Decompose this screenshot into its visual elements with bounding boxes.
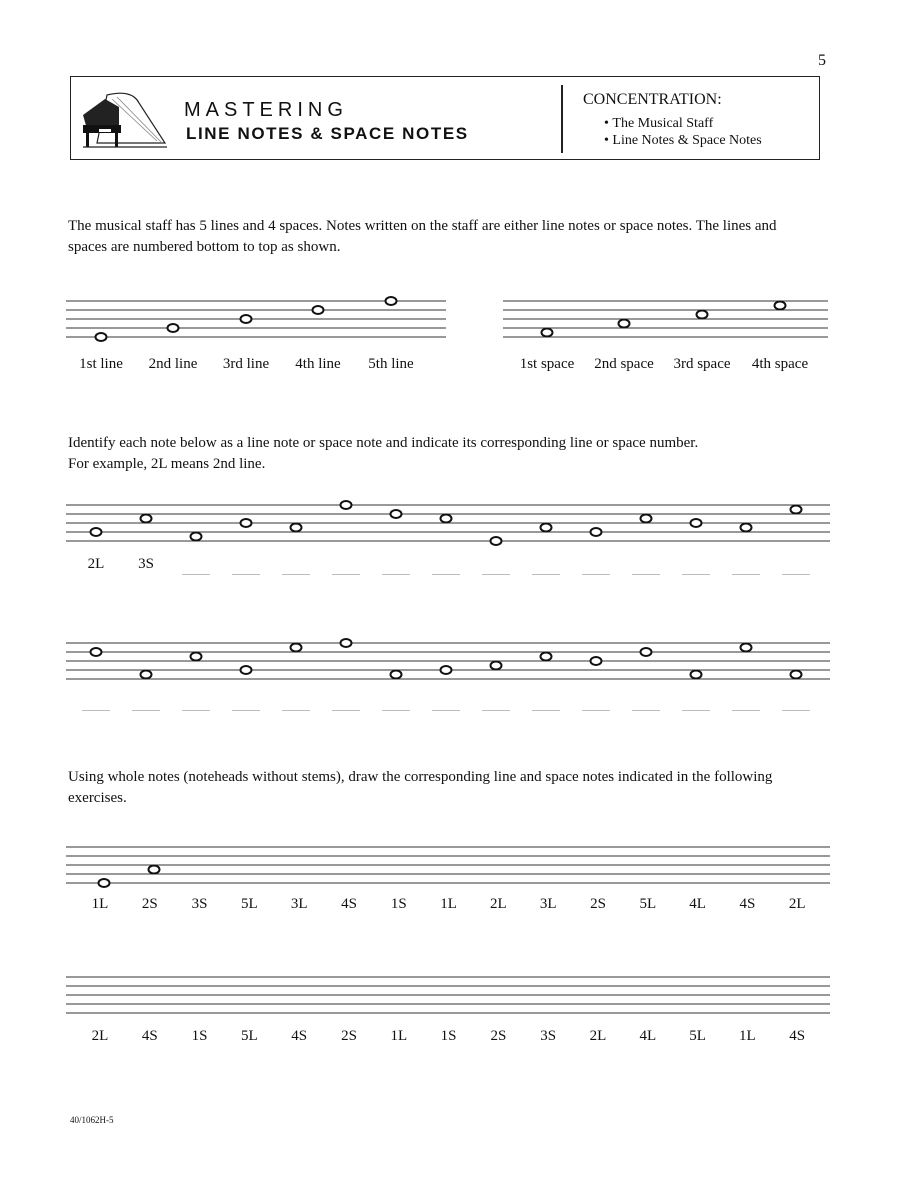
page-number: 5 bbox=[818, 52, 826, 69]
answer-blank[interactable] bbox=[382, 574, 410, 575]
lesson-header bbox=[70, 76, 820, 160]
whole-note bbox=[99, 879, 110, 887]
line-label: 1st line bbox=[79, 356, 123, 372]
whole-note bbox=[491, 662, 502, 670]
note-prompt-label: 1L bbox=[440, 896, 457, 912]
space-label: 1st space bbox=[519, 356, 575, 372]
answer-blank[interactable] bbox=[582, 710, 610, 711]
whole-note bbox=[241, 315, 252, 323]
whole-note bbox=[441, 666, 452, 674]
answer-blank[interactable] bbox=[282, 710, 310, 711]
note-prompt-label: 5L bbox=[689, 1028, 706, 1044]
space-label: 4th space bbox=[751, 356, 809, 372]
note-prompt-label: 2L bbox=[589, 1028, 607, 1044]
note-prompt-label: 4S bbox=[291, 1028, 308, 1044]
answer-blank[interactable] bbox=[782, 574, 810, 575]
note-prompt-label: 4S bbox=[739, 896, 756, 912]
note-prompt-label: 2L bbox=[788, 896, 806, 912]
answer-blank[interactable] bbox=[482, 574, 510, 575]
note-prompt-label: 4S bbox=[341, 896, 357, 912]
concentration-label: CONCENTRATION: bbox=[583, 91, 722, 108]
answer-blank[interactable] bbox=[732, 710, 760, 711]
grand-piano-icon bbox=[77, 85, 172, 153]
note-prompt-label: 1L bbox=[390, 1028, 408, 1044]
note-prompt-label: 3S bbox=[191, 896, 208, 912]
note-prompt-label: 4S bbox=[141, 1028, 158, 1044]
note-prompt-label: 2L bbox=[490, 896, 507, 912]
whole-note bbox=[191, 653, 202, 661]
line-label: 5th line bbox=[368, 356, 414, 372]
whole-note bbox=[691, 519, 702, 527]
note-prompt-label: 1L bbox=[739, 1028, 756, 1044]
answer-blank[interactable] bbox=[232, 710, 260, 711]
whole-note bbox=[291, 644, 302, 652]
space-notes-staff bbox=[503, 296, 828, 346]
note-prompt-label: 4L bbox=[689, 896, 706, 912]
answer-blank[interactable] bbox=[482, 710, 510, 711]
answer-blank[interactable] bbox=[732, 574, 760, 575]
whole-note bbox=[91, 648, 102, 656]
whole-note bbox=[741, 524, 752, 532]
space-label: 2nd space bbox=[594, 356, 654, 372]
note-prompt-label: 4S bbox=[789, 1028, 806, 1044]
whole-note bbox=[386, 297, 397, 305]
answer-blank[interactable] bbox=[332, 710, 360, 711]
whole-note bbox=[641, 515, 652, 523]
whole-note bbox=[619, 320, 630, 328]
note-prompt-label: 5L bbox=[241, 1028, 258, 1044]
whole-note bbox=[697, 311, 708, 319]
note-prompt-label: 3L bbox=[290, 896, 308, 912]
whole-note bbox=[775, 302, 786, 310]
line-label: 2nd line bbox=[148, 356, 198, 372]
answer-2L: 2L bbox=[87, 556, 105, 572]
answer-blank[interactable] bbox=[332, 574, 360, 575]
whole-note bbox=[391, 510, 402, 518]
note-prompt-label: 1S bbox=[390, 896, 407, 912]
whole-note bbox=[91, 528, 102, 536]
note-prompt-label: 5L bbox=[639, 896, 657, 912]
answer-blank[interactable] bbox=[582, 574, 610, 575]
answer-blank[interactable] bbox=[282, 574, 310, 575]
answer-blank[interactable] bbox=[682, 710, 710, 711]
header-title-line2: LINE NOTES & SPACE NOTES bbox=[186, 124, 469, 143]
line-label: 4th line bbox=[295, 356, 341, 372]
line-label: 3rd line bbox=[222, 356, 270, 372]
whole-note bbox=[141, 671, 152, 679]
whole-note bbox=[741, 644, 752, 652]
whole-note bbox=[641, 648, 652, 656]
whole-note bbox=[491, 537, 502, 545]
whole-note bbox=[791, 506, 802, 514]
answer-blank[interactable] bbox=[232, 574, 260, 575]
whole-note bbox=[96, 333, 107, 341]
whole-note bbox=[291, 524, 302, 532]
whole-note bbox=[541, 524, 552, 532]
whole-note bbox=[691, 671, 702, 679]
whole-note bbox=[791, 671, 802, 679]
whole-note bbox=[241, 666, 252, 674]
note-prompt-label: 3S bbox=[540, 1028, 557, 1044]
whole-note bbox=[591, 528, 602, 536]
answer-blank[interactable] bbox=[382, 710, 410, 711]
note-prompt-label: 5L bbox=[241, 896, 258, 912]
concentration-list bbox=[604, 115, 762, 149]
answer-blank[interactable] bbox=[132, 710, 160, 711]
draw-instructions: Using whole notes (noteheads without stems), draw the corresponding line and space notes indicated in the following exercises. bbox=[68, 769, 773, 806]
note-prompt-label: 1S bbox=[191, 1028, 208, 1044]
footer-code: 40/1062H-5 bbox=[70, 1115, 114, 1125]
draw-staff-2 bbox=[66, 972, 830, 1022]
whole-note bbox=[313, 306, 324, 314]
whole-note bbox=[541, 653, 552, 661]
whole-note bbox=[441, 515, 452, 523]
whole-note bbox=[141, 515, 152, 523]
note-prompt-label: 2S bbox=[341, 1028, 357, 1044]
answer-blank[interactable] bbox=[632, 574, 660, 575]
answer-blank[interactable] bbox=[82, 710, 110, 711]
whole-note bbox=[149, 866, 160, 874]
concentration-item: • The Musical Staff bbox=[604, 115, 762, 132]
header-divider bbox=[561, 85, 563, 153]
note-prompt-label: 2S bbox=[141, 896, 158, 912]
identify-example: For example, 2L means 2nd line. bbox=[68, 456, 266, 472]
answer-blank[interactable] bbox=[432, 574, 460, 575]
answer-blank[interactable] bbox=[182, 710, 210, 711]
note-prompt-label: 3L bbox=[539, 896, 557, 912]
whole-note bbox=[341, 501, 352, 509]
answer-3S: 3S bbox=[138, 556, 154, 572]
note-prompt-label: 2S bbox=[490, 1028, 507, 1044]
answer-blank[interactable] bbox=[432, 710, 460, 711]
answer-blank[interactable] bbox=[532, 710, 560, 711]
identify-staff-1 bbox=[66, 500, 830, 550]
note-prompt-label: 2L bbox=[91, 1028, 109, 1044]
concentration-item: • Line Notes & Space Notes bbox=[604, 132, 762, 149]
whole-note bbox=[542, 329, 553, 337]
note-prompt-label: 2S bbox=[590, 896, 606, 912]
intro-paragraph: The musical staff has 5 lines and 4 spaces. Notes written on the staff are either line notes or space notes. The lines and spaces are numbered bottom to top as shown. bbox=[68, 218, 777, 255]
identify-staff-2 bbox=[66, 638, 830, 688]
whole-note bbox=[391, 671, 402, 679]
answer-blank[interactable] bbox=[182, 574, 210, 575]
whole-note bbox=[191, 533, 202, 541]
line-notes-staff bbox=[66, 296, 446, 346]
identify-instructions: Identify each note below as a line note or space note and indicate its corresponding line or space number. bbox=[68, 435, 699, 451]
draw-staff-1 bbox=[66, 842, 830, 892]
space-label: 3rd space bbox=[673, 356, 731, 372]
answer-blank[interactable] bbox=[532, 574, 560, 575]
answer-blank[interactable] bbox=[782, 710, 810, 711]
note-prompt-label: 1S bbox=[440, 1028, 457, 1044]
whole-note bbox=[591, 657, 602, 665]
note-prompt-label: 1L bbox=[91, 896, 109, 912]
whole-note bbox=[341, 639, 352, 647]
header-title-line1: MASTERING bbox=[184, 99, 348, 121]
answer-blank[interactable] bbox=[632, 710, 660, 711]
note-prompt-label: 4L bbox=[639, 1028, 657, 1044]
whole-note bbox=[168, 324, 179, 332]
whole-note bbox=[241, 519, 252, 527]
answer-blank[interactable] bbox=[682, 574, 710, 575]
